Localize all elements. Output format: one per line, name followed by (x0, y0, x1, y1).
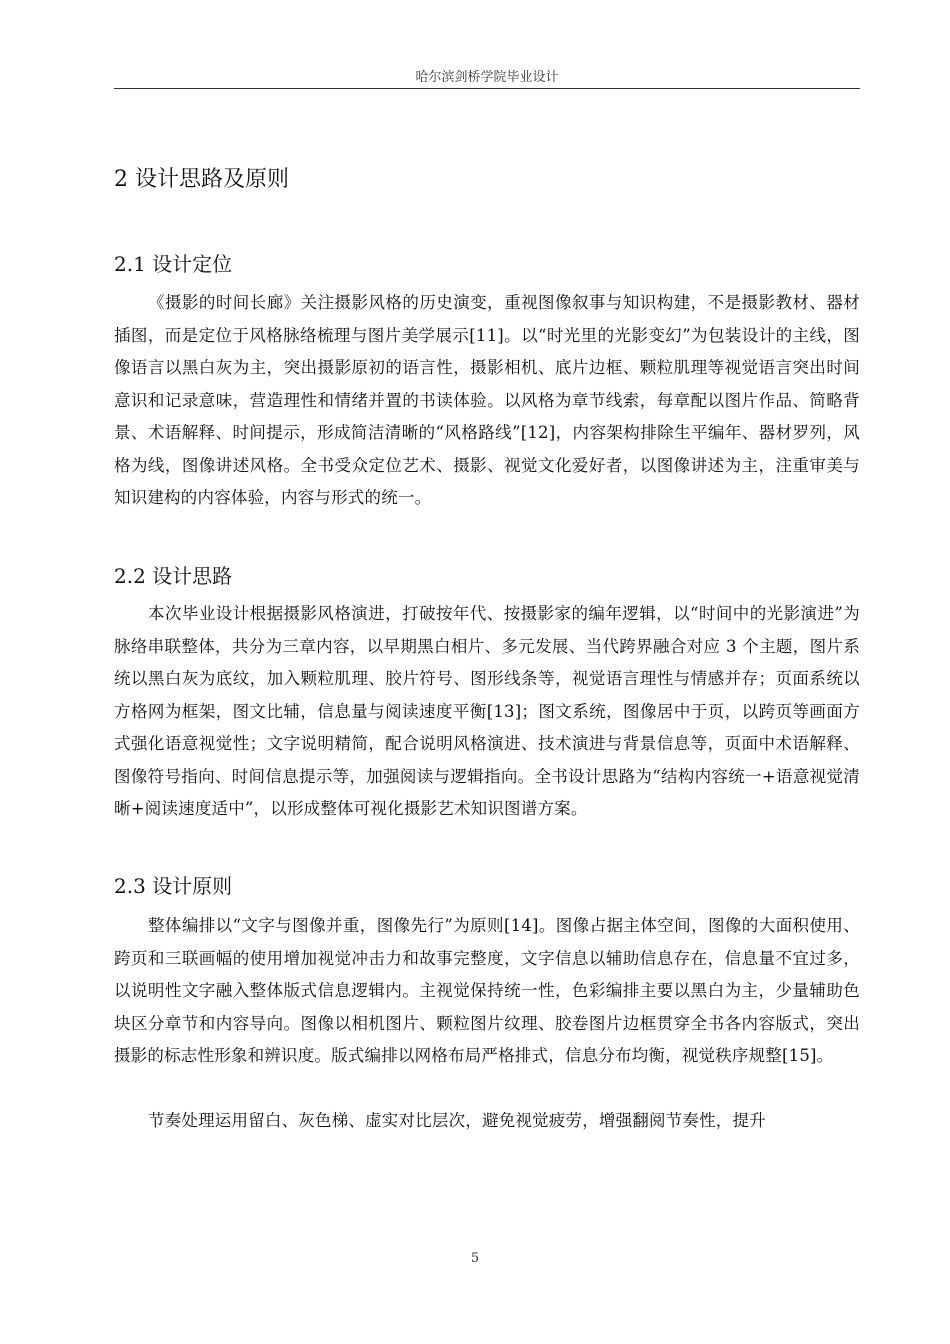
chapter-title: 2 设计思路及原则 (114, 167, 289, 192)
section-title-2-2: 2.2 设计思路 (114, 564, 233, 588)
section-title-2-3: 2.3 设计原则 (114, 874, 233, 898)
paragraph-2-3-b: 节奏处理运用留白、灰色梯、虚实对比层次，避免视觉疲劳，增强翻阅节奏性，提升 (148, 1111, 766, 1130)
running-header: 哈尔滨剑桥学院毕业设计 (415, 70, 559, 85)
section-title-2-1: 2.1 设计定位 (114, 252, 233, 276)
page-number: 5 (470, 1251, 480, 1266)
paragraph-2-2: 本次毕业设计根据摄影风格演进，打破按年代、按摄影家的编年逻辑，以“时间中的光影演进”为脉络串联整体，共分为三章内容，以早期黑白相片、多元发展、当代跨界融合对应 3 个主题，图片系统以黑白灰为底纹，加入颗粒肌理、胶片符号、图形线条等，视觉语言理性与情感并存；页面系统以方格网为框架，图文比辅，信息量与阅读速度平衡[13]；图文系统，图像居中于页，以跨页等画面方式强化语意视觉性；文字说明精简，配合说明风格演进、技术演进与背景信息等，页面中术语解释、图像符号指向、时间信息提示等，加强阅读与逻辑指向。全书设计思路为“结构内容统一+语意视觉清晰+阅读速度适中”，以形成整体可视化摄影艺术知识图谱方案。 (114, 604, 860, 818)
header-rule (114, 88, 860, 89)
paragraph-2-3-a: 整体编排以“文字与图像并重，图像先行”为原则[14]。图像占据主体空间，图像的大面积使用、跨页和三联画幅的使用增加视觉冲击力和故事完整度，文字信息以辅助信息存在，信息量不宜过多，以说明性文字融入整体版式信息逻辑内。主视觉保持统一性，色彩编排主要以黑白为主，少量辅助色块区分章节和内容导向。图像以相机图片、颗粒图片纹理、胶卷图片边框贯穿全书各内容版式，突出摄影的标志性形象和辨识度。版式编排以网格布局严格排式，信息分布均衡，视觉秩序规整[15]。 (114, 916, 860, 1065)
paragraph-2-1: 《摄影的时间长廊》关注摄影风格的历史演变，重视图像叙事与知识构建，不是摄影教材、器材插图，而是定位于风格脉络梳理与图片美学展示[11]。以“时光里的光影变幻”为包装设计的主线，图像语言以黑白灰为主，突出摄影原初的语言性，摄影相机、底片边框、颗粒肌理等视觉语言突出时间意识和记录意味，营造理性和情绪并置的书读体验。以风格为章节线索，每章配以图片作品、简略背景、术语解释、时间提示，形成简洁清晰的“风格路线”[12]，内容架构排除生平编年、器材罗列，风格为线，图像讲述风格。全书受众定位艺术、摄影、视觉文化爱好者，以图像讲述为主，注重审美与知识建构的内容体验，内容与形式的统一。 (114, 293, 860, 507)
